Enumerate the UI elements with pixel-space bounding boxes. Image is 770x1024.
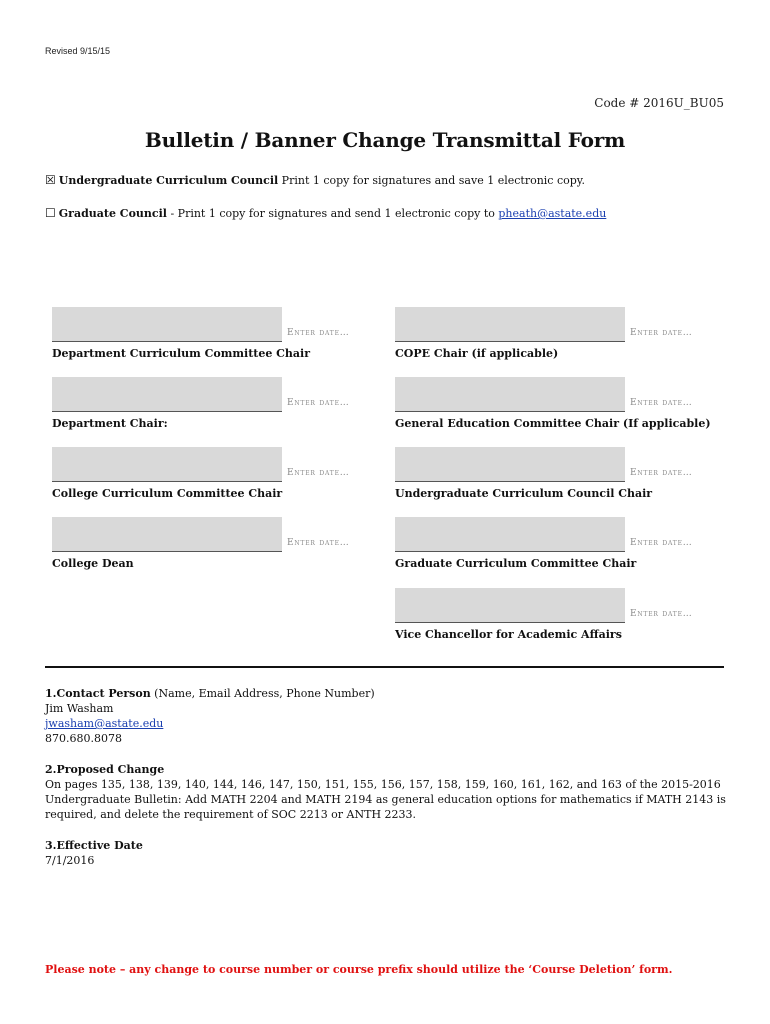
contact-hint: (Name, Email Address, Phone Number) xyxy=(150,687,375,700)
council-instruction: Print 1 copy for signatures and save 1 electronic copy. xyxy=(278,174,586,187)
effective-date-section xyxy=(45,838,143,868)
signature-label: College Curriculum Committee Chair xyxy=(52,487,283,500)
proposed-heading: 2.Proposed Change xyxy=(45,763,165,776)
form-code: Code # 2016U_BU05 xyxy=(594,96,724,110)
signature-label: Department Chair: xyxy=(52,417,168,430)
date-picker[interactable]: Enter date… xyxy=(287,398,350,408)
signature-label: College Dean xyxy=(52,557,134,570)
email-link[interactable]: pheath@astate.edu xyxy=(498,207,607,220)
proposed-change-section xyxy=(45,762,726,822)
unchecked-checkbox[interactable]: ☐ xyxy=(45,206,56,220)
signature-field[interactable] xyxy=(395,307,625,342)
signature-label: Vice Chancellor for Academic Affairs xyxy=(395,628,622,641)
signature-label: General Education Committee Chair (If applicable) xyxy=(395,417,711,430)
signature-field[interactable] xyxy=(395,377,625,412)
council-name: Graduate Council xyxy=(58,207,167,220)
section-divider xyxy=(45,666,724,668)
signature-field[interactable] xyxy=(52,307,282,342)
date-picker[interactable]: Enter date… xyxy=(630,398,693,408)
signature-label: Undergraduate Curriculum Council Chair xyxy=(395,487,653,500)
signature-label: Graduate Curriculum Committee Chair xyxy=(395,557,637,570)
contact-heading: 1.Contact Person xyxy=(45,687,151,700)
checked-checkbox[interactable]: ☒ xyxy=(45,173,56,187)
contact-email-link[interactable]: jwasham@astate.edu xyxy=(45,717,164,730)
proposed-text-line: Undergraduate Bulletin: Add MATH 2204 and MATH 2194 as general education options for mathematics if MATH 2143 is xyxy=(45,793,726,806)
proposed-text-line: required, and delete the requirement of SOC 2213 or ANTH 2233. xyxy=(45,808,417,821)
undergraduate-council-line xyxy=(45,173,585,187)
form-title: Bulletin / Banner Change Transmittal Form xyxy=(144,128,626,152)
contact-section xyxy=(45,686,375,746)
date-picker[interactable]: Enter date… xyxy=(630,328,693,338)
effective-date-value: 7/1/2016 xyxy=(45,854,95,867)
date-picker[interactable]: Enter date… xyxy=(287,328,350,338)
signature-field[interactable] xyxy=(395,517,625,552)
council-name: Undergraduate Curriculum Council xyxy=(58,174,279,187)
contact-phone: 870.680.8078 xyxy=(45,732,122,745)
signature-field[interactable] xyxy=(52,517,282,552)
contact-name: Jim Washam xyxy=(45,702,114,715)
council-instruction: - Print 1 copy for signatures and send 1 electronic copy to xyxy=(166,207,499,220)
proposed-text-line: On pages 135, 138, 139, 140, 144, 146, 147, 150, 151, 155, 156, 157, 158, 159, 160, 161, 162, and 163 of the 2015-2016 xyxy=(45,778,721,791)
date-picker[interactable]: Enter date… xyxy=(630,609,693,619)
signature-field[interactable] xyxy=(395,447,625,482)
date-picker[interactable]: Enter date… xyxy=(287,468,350,478)
deletion-note: Please note – any change to course number or course prefix should utilize the ‘Course Deletion’ form. xyxy=(45,963,673,976)
signature-field[interactable] xyxy=(52,377,282,412)
date-picker[interactable]: Enter date… xyxy=(630,538,693,548)
date-picker[interactable]: Enter date… xyxy=(630,468,693,478)
signature-field[interactable] xyxy=(395,588,625,623)
revised-date: Revised 9/15/15 xyxy=(45,46,111,56)
effective-heading: 3.Effective Date xyxy=(45,839,143,852)
signature-label: COPE Chair (if applicable) xyxy=(395,347,559,360)
signature-field[interactable] xyxy=(52,447,282,482)
date-picker[interactable]: Enter date… xyxy=(287,538,350,548)
graduate-council-line xyxy=(45,206,606,220)
signature-label: Department Curriculum Committee Chair xyxy=(52,347,311,360)
